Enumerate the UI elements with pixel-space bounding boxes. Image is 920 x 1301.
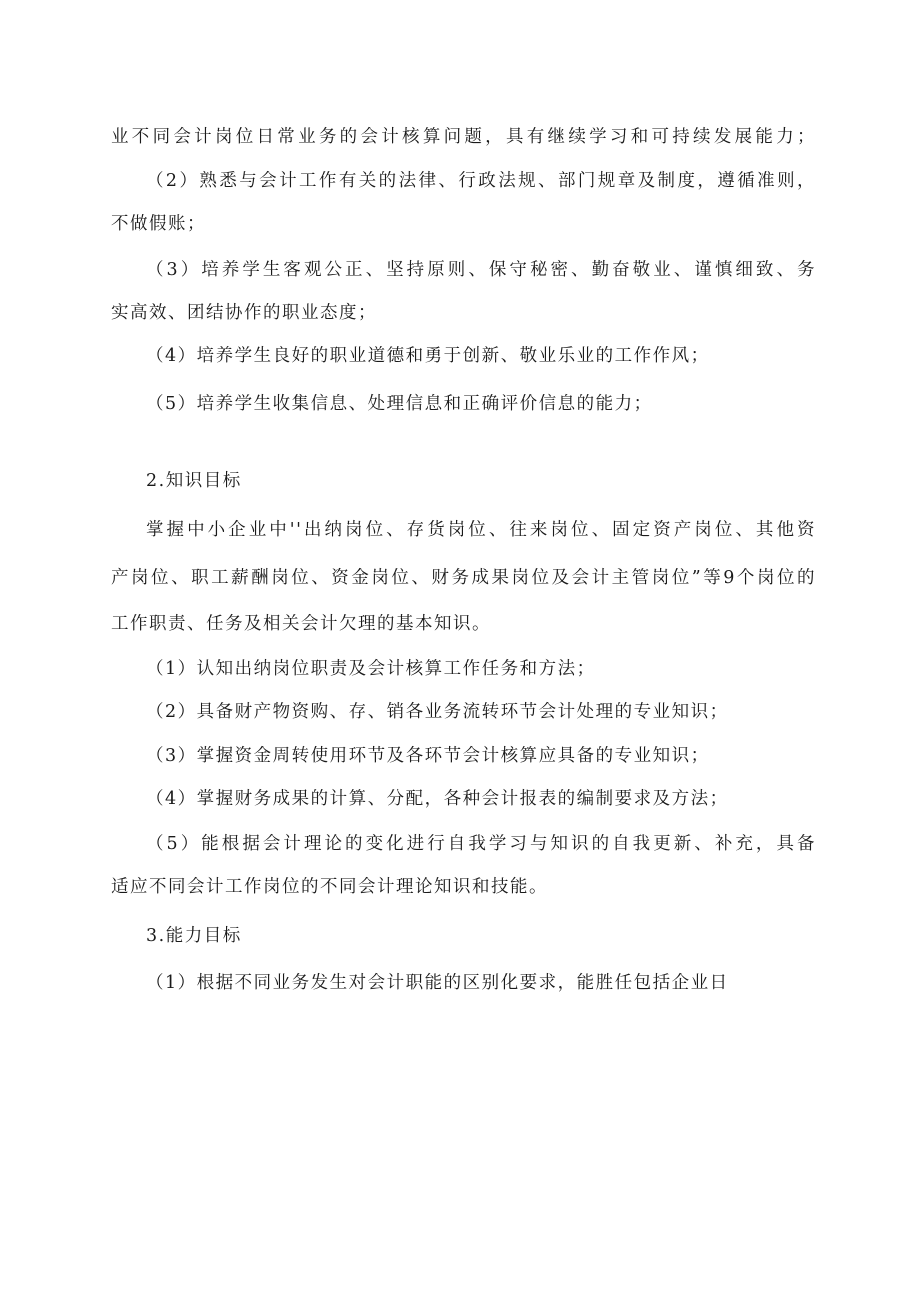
- text-line: 实高效、团结协作的职业态度；: [111, 303, 377, 323]
- text-line: （1）认知出纳岗位职责及会计核算工作任务和方法；: [146, 659, 596, 679]
- text-line: 适应不同会计工作岗位的不同会计理论知识和技能。: [111, 877, 548, 897]
- text-line: （5）培养学生收集信息、处理信息和正确评价信息的能力；: [146, 394, 653, 414]
- section-heading: 3.能力目标: [146, 926, 242, 946]
- text-line: （4）培养学生良好的职业道德和勇于创新、敬业乐业的工作作风；: [146, 346, 710, 366]
- text-line: （5）能根据会计理论的变化进行自我学习与知识的自我更新、补充，具备: [146, 834, 816, 854]
- text-line: 产岗位、职工薪酬岗位、资金岗位、财务成果岗位及会计主管岗位”等9个岗位的: [111, 568, 816, 588]
- text-line: 不做假账；: [111, 214, 206, 234]
- text-line: 工作职责、任务及相关会计欠理的基本知识。: [111, 614, 491, 634]
- section-heading: 2.知识目标: [146, 471, 242, 491]
- text-line: （2）熟悉与会计工作有关的法律、行政法规、部门规章及制度，遵循准则，: [146, 171, 816, 191]
- text-line: （1）根据不同业务发生对会计职能的区别化要求，能胜任包括企业日: [146, 973, 729, 993]
- text-line: （2）具备财产物资购、存、销各业务流转环节会计处理的专业知识；: [146, 702, 729, 722]
- text-line: （3）掌握资金周转使用环节及各环节会计核算应具备的专业知识；: [146, 746, 710, 766]
- text-line: （4）掌握财务成果的计算、分配，各种会计报表的编制要求及方法；: [146, 789, 729, 809]
- text-line: 业不同会计岗位日常业务的会计核算问题，具有继续学习和可持续发展能力；: [111, 127, 816, 147]
- text-line: 掌握中小企业中''出纳岗位、存货岗位、往来岗位、固定资产岗位、其他资: [146, 520, 816, 540]
- text-line: （3）培养学生客观公正、坚持原则、保守秘密、勤奋敬业、谨慎细致、务: [146, 260, 816, 280]
